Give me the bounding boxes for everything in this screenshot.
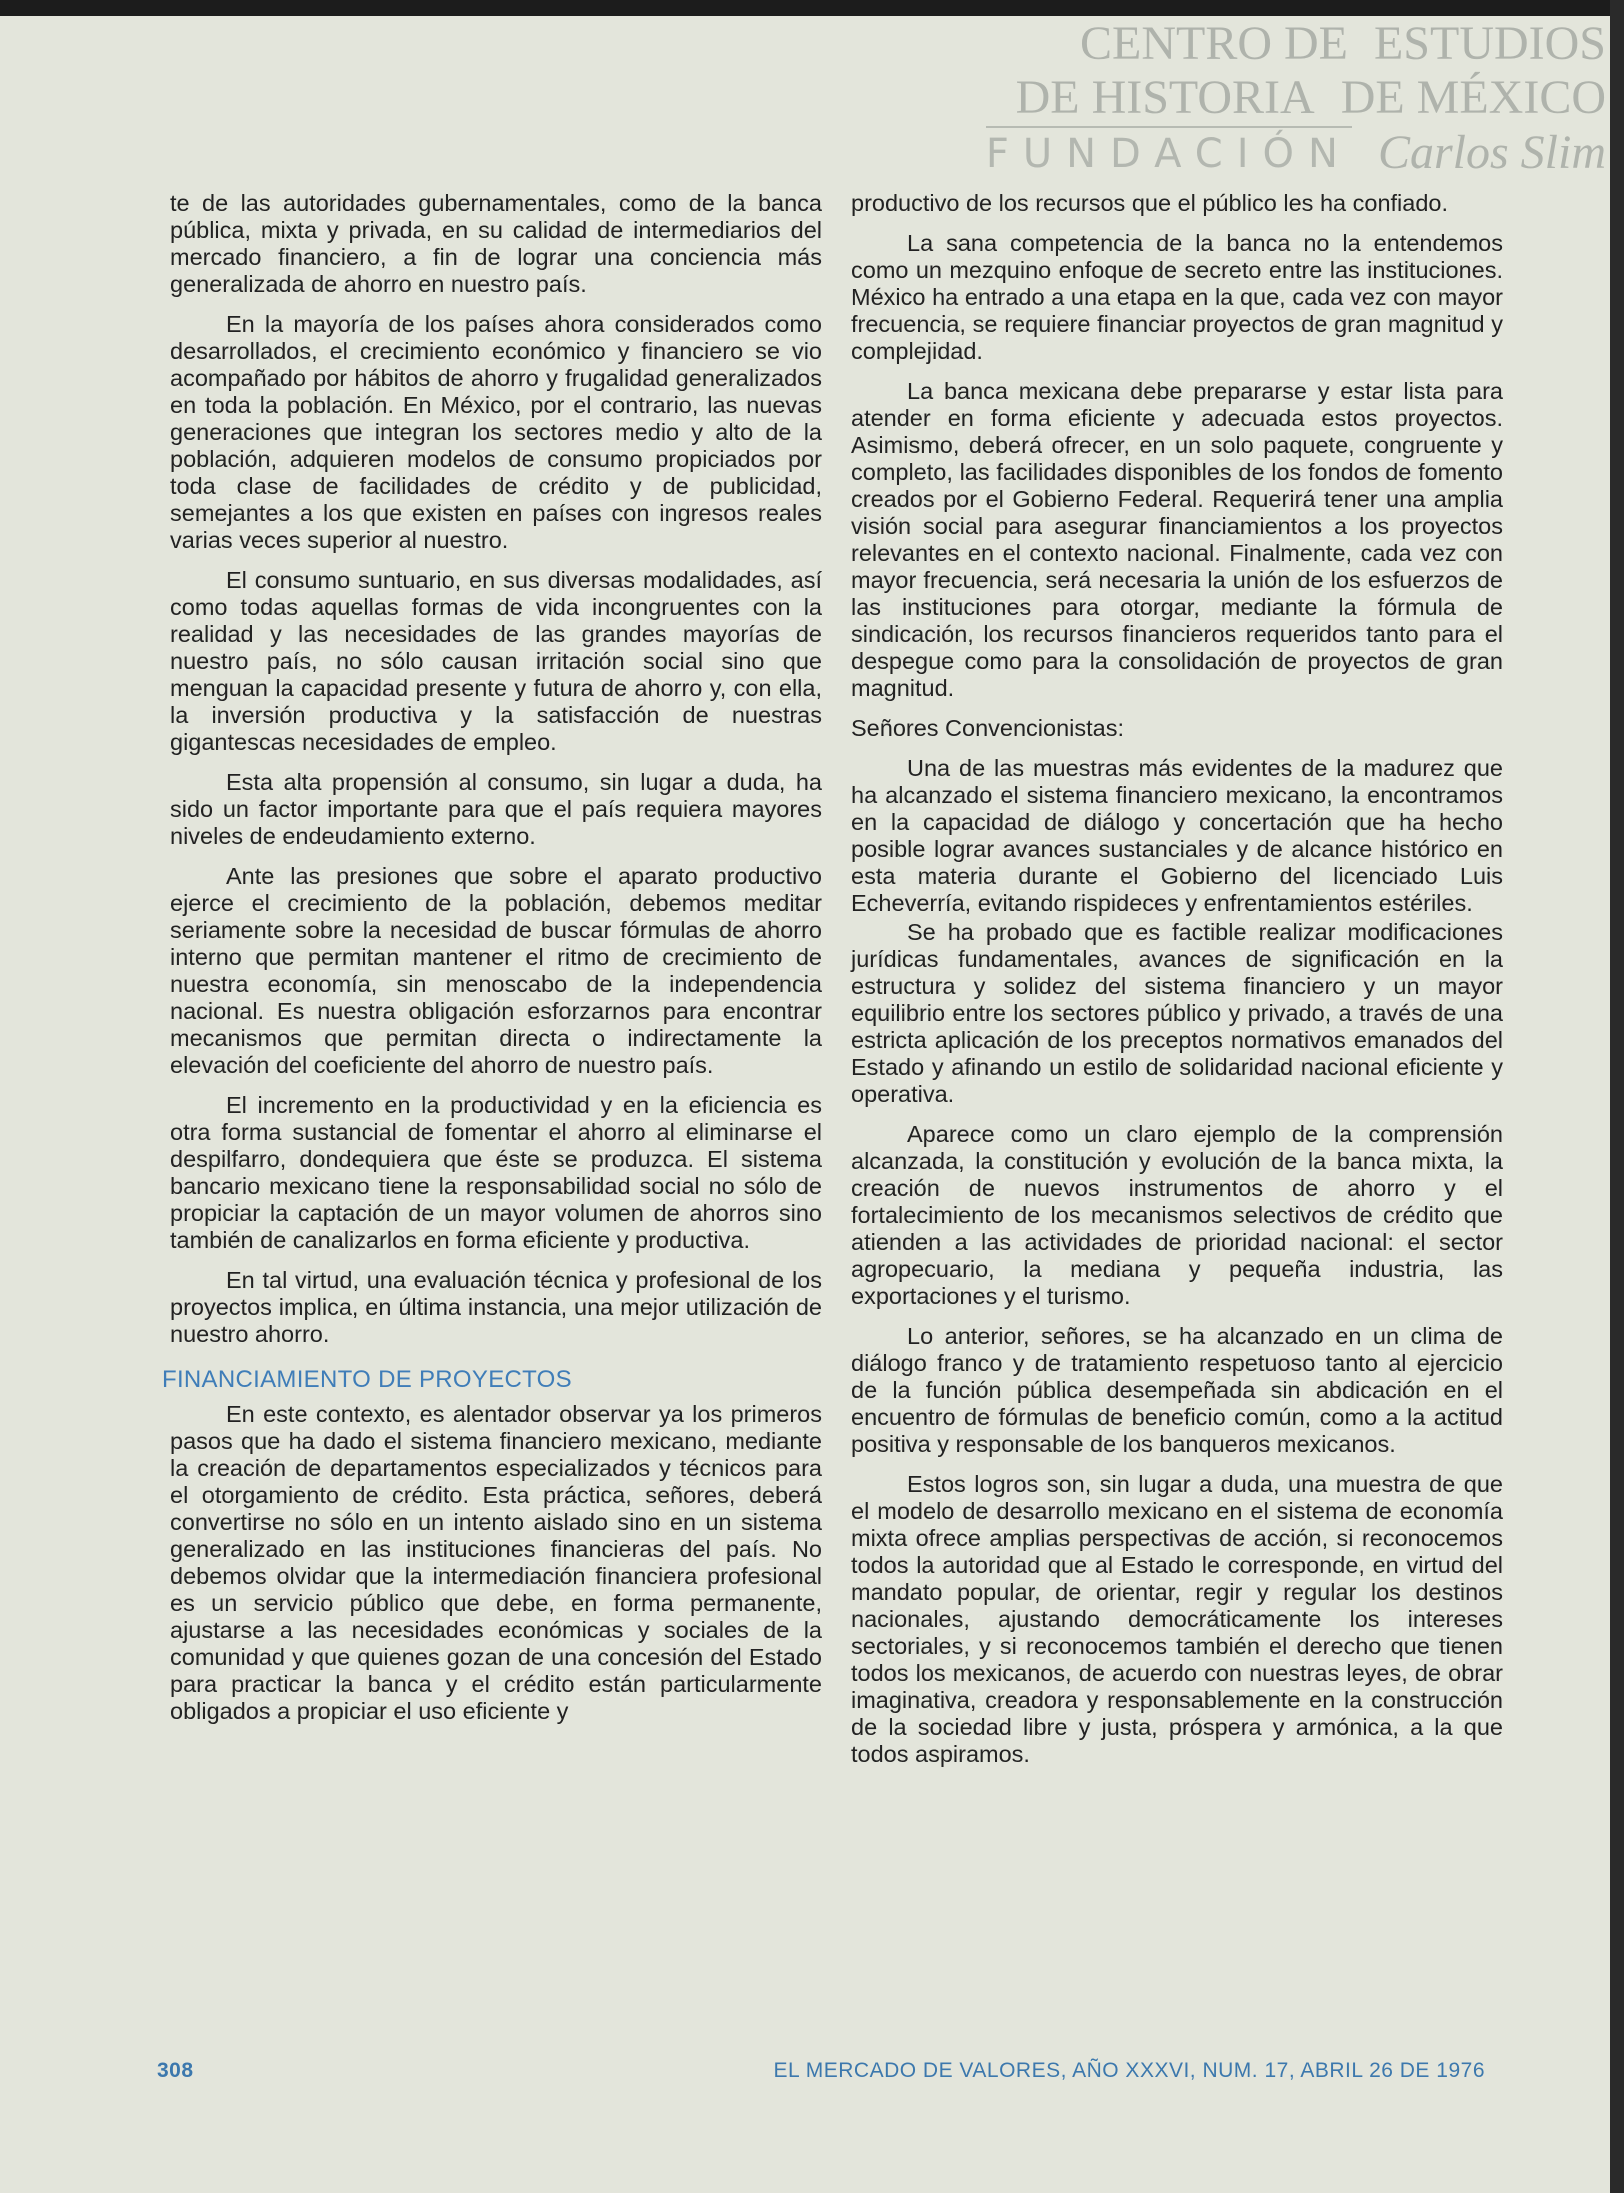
paragraph: Una de las muestras más evidentes de la madurez que ha alcanzado el sistema financiero mexicano, la encontramos en la capacidad de diálogo y concertación que ha hecho posible lograr avances sustanciales y de alcance histórico en esta materia durante el Gobierno del licenciado Luis Echeverría, evitando rispideces y enfrentamientos estériles. xyxy=(851,755,1503,916)
watermark-fundacion: FUNDACIÓN xyxy=(986,126,1352,180)
scan-border-right xyxy=(1610,0,1624,2193)
paragraph: Se ha probado que es factible realizar modificaciones jurídicas fundamentales, avances de significación en la estructura y solidez del sistema financiero y un mayor equilibrio entre los sectores público y privado, a través de una estricta aplicación de los preceptos normativos emanados del Estado y afinando un estilo de solidaridad nacional eficiente y operativa. xyxy=(851,919,1503,1107)
watermark-line: DE MÉXICO xyxy=(1340,70,1606,124)
paragraph: En este contexto, es alentador observar ya los primeros pasos que ha dado el sistema financiero mexicano, mediante la creación de departamentos especializados y técnicos para el otorgamiento de crédito. Esta práctica, señores, deberá convertirse no sólo en un intento aislado sino en un sistema generalizado en las instituciones financieras del país. No debemos olvidar que la intermediación financiera profesional es un servicio público que debe, en forma permanente, ajustarse a las necesidades económicas y sociales de la comunidad y que quienes gozan de una concesión del Estado para practicar la banca y el crédito están particularmente obligados a propiciar el uso eficiente y xyxy=(170,1401,822,1724)
paragraph: productivo de los recursos que el público les ha confiado. xyxy=(851,190,1449,216)
paragraph: En la mayoría de los países ahora considerados como desarrollados, el crecimiento económico y financiero se vio acompañado por hábitos de ahorro y frugalidad generalizados en toda la población. En México, por el contrario, las nuevas generaciones que integran los sectores medio y alto de la población, adquieren modelos de consumo propiciados por toda clase de facilidades de crédito y de publicidad, semejantes a los que existen en países con ingresos reales varias veces superior al nuestro. xyxy=(170,311,822,553)
watermark-line: CENTRO DE xyxy=(1080,17,1348,71)
watermark xyxy=(560,18,1606,180)
right-column xyxy=(851,190,1503,1781)
section-heading: FINANCIAMIENTO DE PROYECTOS xyxy=(162,1366,572,1393)
paragraph: Estos logros son, sin lugar a duda, una muestra de que el modelo de desarrollo mexicano en el sistema de economía mixta ofrece amplias perspectivas de acción, si reconocemos todos la autoridad que al Estado le corresponde, en virtud del mandato popular, de orientar, regir y regular los destinos nacionales, ajustando democráticamente los intereses sectoriales, y si reconocemos también el derecho que tienen todos los mexicanos, de acuerdo con nuestras leyes, de obrar imaginativa, creadora y responsablemente en la construcción de la sociedad libre y justa, próspera y armónica, a la que todos aspiramos. xyxy=(851,1471,1503,1767)
paragraph: La banca mexicana debe prepararse y estar lista para atender en forma eficiente y adecuada estos proyectos. Asimismo, deberá ofrecer, en un solo paquete, congruente y completo, las facilidades disponibles de los fondos de fomento creados por el Gobierno Federal. Requerirá tener una amplia visión social para asegurar financiamientos a los proyectos relevantes en el contexto nacional. Finalmente, cada vez con mayor frecuencia, será necesaria la unión de los esfuerzos de las instituciones para otorgar, mediante la fórmula de sindicación, los recursos financieros requeridos tanto para el despegue como para la consolidación de proyectos de gran magnitud. xyxy=(851,378,1503,701)
watermark-line: DE HISTORIA xyxy=(1015,70,1315,124)
scan-border-top xyxy=(0,0,1624,16)
page-number: 308 xyxy=(157,2059,194,2082)
paragraph: El incremento en la productividad y en la eficiencia es otra forma sustancial de fomentar el ahorro al eliminarse el despilfarro, dondequiera que éste se produzca. El sistema bancario mexicano tiene la responsabilidad social no sólo de propiciar la captación de un mayor volumen de ahorros sino también de canalizarlos en forma eficiente y productiva. xyxy=(170,1092,822,1253)
salutation: Señores Convencionistas: xyxy=(851,715,1125,741)
paragraph: En tal virtud, una evaluación técnica y profesional de los proyectos implica, en última instancia, una mejor utilización de nuestro ahorro. xyxy=(170,1267,822,1347)
paragraph: Lo anterior, señores, se ha alcanzado en un clima de diálogo franco y de tratamiento respetuoso tanto al ejercicio de la función pública desempeñada sin abdicación en el encuentro de fórmulas de beneficio común, como a la actitud positiva y responsable de los banqueros mexicanos. xyxy=(851,1323,1503,1457)
paragraph: El consumo suntuario, en sus diversas modalidades, así como todas aquellas formas de vida incongruentes con la realidad y las necesidades de las grandes mayorías de nuestro país, no sólo causan irritación social sino que menguan la capacidad presente y futura de ahorro y, con ella, la inversión productiva y la satisfacción de nuestras gigantescas necesidades de empleo. xyxy=(170,567,822,755)
paragraph: te de las autoridades gubernamentales, como de la banca pública, mixta y privada, en su calidad de intermediarios del mercado financiero, a fin de lograr una conciencia más generalizada de ahorro en nuestro país. xyxy=(170,190,822,297)
paragraph: Aparece como un claro ejemplo de la comprensión alcanzada, la constitución y evolución de la banca mixta, la creación de nuevos instrumentos de ahorro y el fortalecimiento de los mecanismos selectivos de crédito que atienden a las actividades de prioridad nacional: el sector agropecuario, la mediana y pequeña industria, las exportaciones y el turismo. xyxy=(851,1121,1503,1309)
left-column xyxy=(162,190,822,1738)
paragraph: Esta alta propensión al consumo, sin lugar a duda, ha sido un factor importante para que el país requiera mayores niveles de endeudamiento externo. xyxy=(170,769,822,849)
watermark-line: ESTUDIOS xyxy=(1373,17,1606,71)
paragraph: La sana competencia de la banca no la entendemos como un mezquino enfoque de secreto entre las instituciones. México ha entrado a una etapa en la que, cada vez con mayor frecuencia, se requiere financiar proyectos de gran magnitud y complejidad. xyxy=(851,230,1503,364)
publication-footer: EL MERCADO DE VALORES, AÑO XXXVI, NUM. 17, ABRIL 26 DE 1976 xyxy=(773,2059,1485,2082)
paragraph: Ante las presiones que sobre el aparato productivo ejerce el crecimiento de la población, debemos meditar seriamente sobre la necesidad de buscar fórmulas de ahorro interno que permitan mantener el ritmo de crecimiento de nuestra economía, sin menoscabo de la independencia nacional. Es nuestra obligación esforzarnos para encontrar mecanismos que permitan directa o indirectamente la elevación del coeficiente del ahorro de nuestro país. xyxy=(170,863,822,1078)
watermark-signature: Carlos Slim xyxy=(1377,125,1606,179)
